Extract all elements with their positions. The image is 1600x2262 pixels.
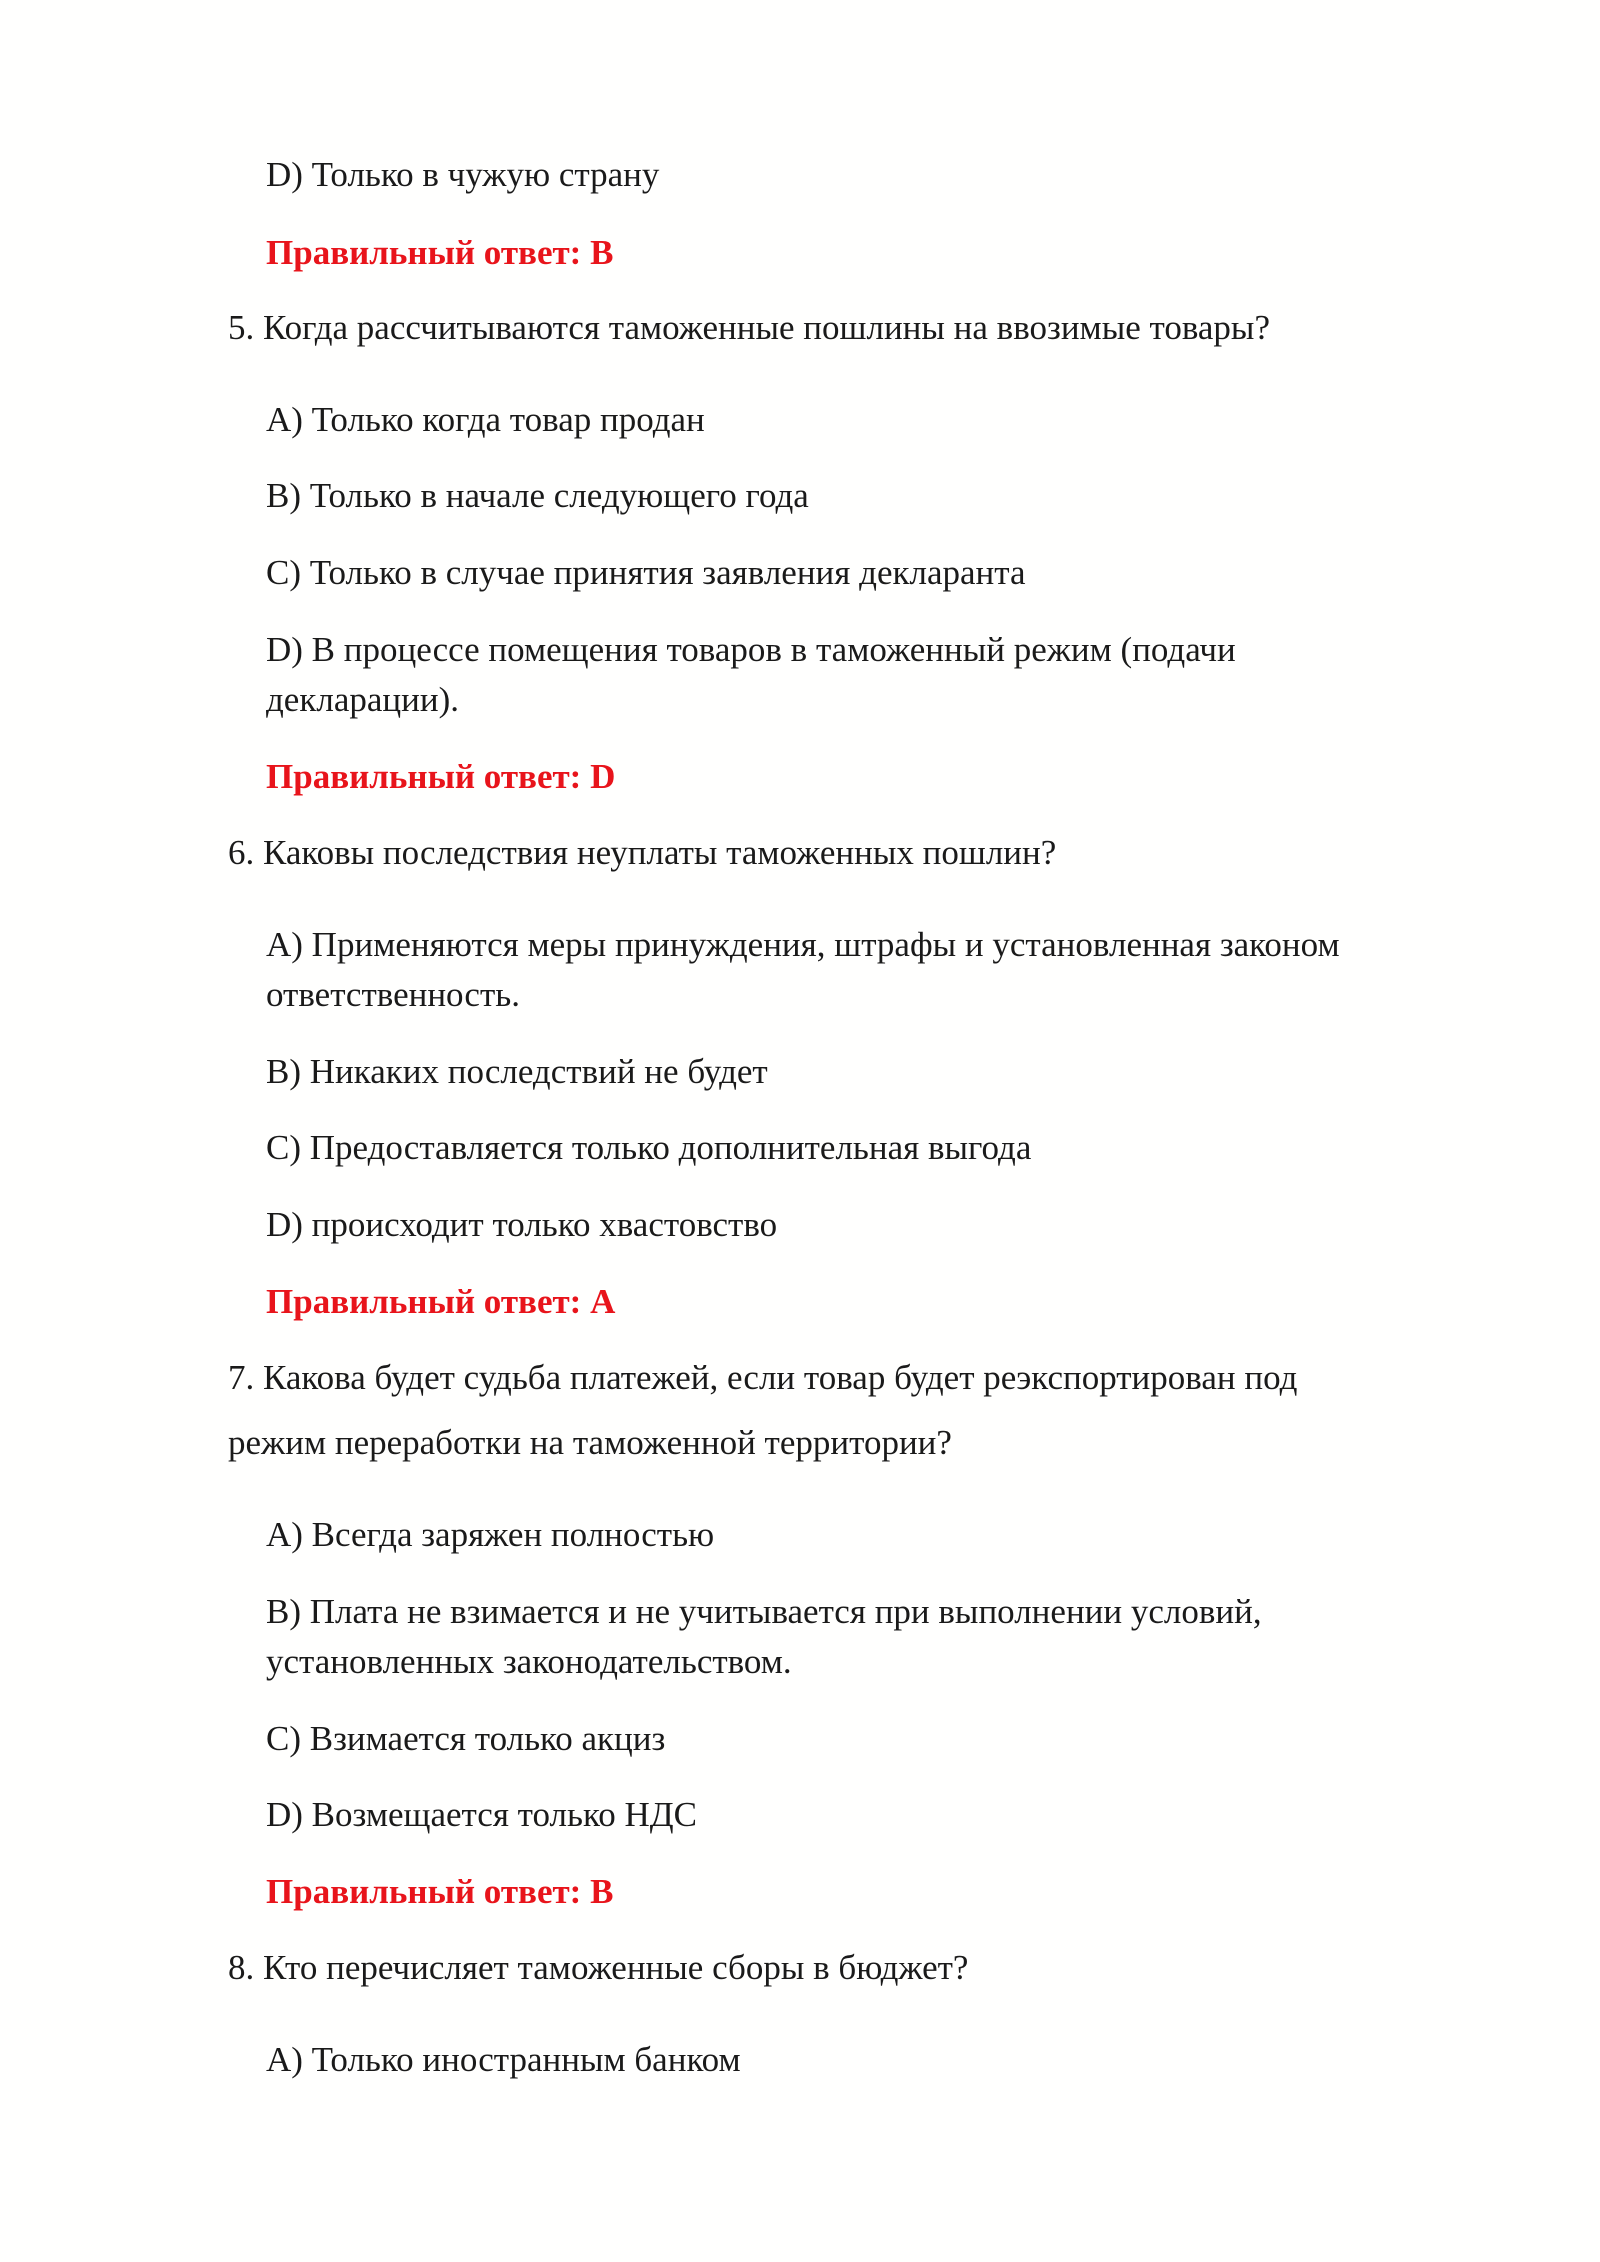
correct-answer-q4 bbox=[266, 228, 613, 278]
option-d-q6: D) происходит только хвастовство bbox=[266, 1205, 778, 1244]
question-5: 5. Когда рассчитываются таможенные пошлины на ввозимые товары? bbox=[228, 308, 1270, 347]
option-a-q6-line1: A) Применяются меры принуждения, штрафы и установленная законом bbox=[266, 925, 1340, 964]
question-7-line1: 7. Какова будет судьба платежей, если товар будет реэкспортирован под bbox=[228, 1358, 1298, 1397]
question-6: 6. Каковы последствия неуплаты таможенных пошлин? bbox=[228, 833, 1057, 872]
option-c-q7: C) Взимается только акциз bbox=[266, 1719, 666, 1758]
answer-letter: A bbox=[590, 1282, 616, 1321]
option-a-q8: A) Только иностранным банком bbox=[266, 2040, 741, 2079]
answer-letter: B bbox=[590, 233, 614, 272]
answer-label: Правильный ответ: bbox=[266, 233, 582, 272]
correct-answer-q7 bbox=[266, 1867, 613, 1917]
option-b-q5: B) Только в начале следующего года bbox=[266, 476, 809, 515]
option-d-q4: D) Только в чужую страну bbox=[266, 155, 660, 194]
correct-answer-q5 bbox=[266, 752, 615, 802]
option-a-q7: A) Всегда заряжен полностью bbox=[266, 1515, 715, 1554]
answer-label: Правильный ответ: bbox=[266, 1282, 582, 1321]
question-7-line2: режим переработки на таможенной территории? bbox=[228, 1423, 952, 1462]
option-c-q6: C) Предоставляется только дополнительная выгода bbox=[266, 1128, 1032, 1167]
option-a-q6-line2: ответственность. bbox=[266, 975, 520, 1014]
answer-label: Правильный ответ: bbox=[266, 757, 582, 796]
question-8: 8. Кто перечисляет таможенные сборы в бюджет? bbox=[228, 1948, 969, 1987]
answer-letter: D bbox=[590, 757, 616, 796]
option-d-q5-line1: D) В процессе помещения товаров в таможенный режим (подачи bbox=[266, 630, 1236, 669]
option-c-q5: C) Только в случае принятия заявления декларанта bbox=[266, 553, 1026, 592]
option-d-q5-line2: декларации). bbox=[266, 680, 459, 719]
answer-letter: B bbox=[590, 1872, 614, 1911]
answer-label: Правильный ответ: bbox=[266, 1872, 582, 1911]
option-d-q7: D) Возмещается только НДС bbox=[266, 1795, 697, 1834]
option-b-q6: B) Никаких последствий не будет bbox=[266, 1052, 768, 1091]
option-b-q7-line1: B) Плата не взимается и не учитывается при выполнении условий, bbox=[266, 1592, 1262, 1631]
option-a-q5: A) Только когда товар продан bbox=[266, 400, 705, 439]
option-b-q7-line2: установленных законодательством. bbox=[266, 1642, 792, 1681]
correct-answer-q6 bbox=[266, 1277, 615, 1327]
